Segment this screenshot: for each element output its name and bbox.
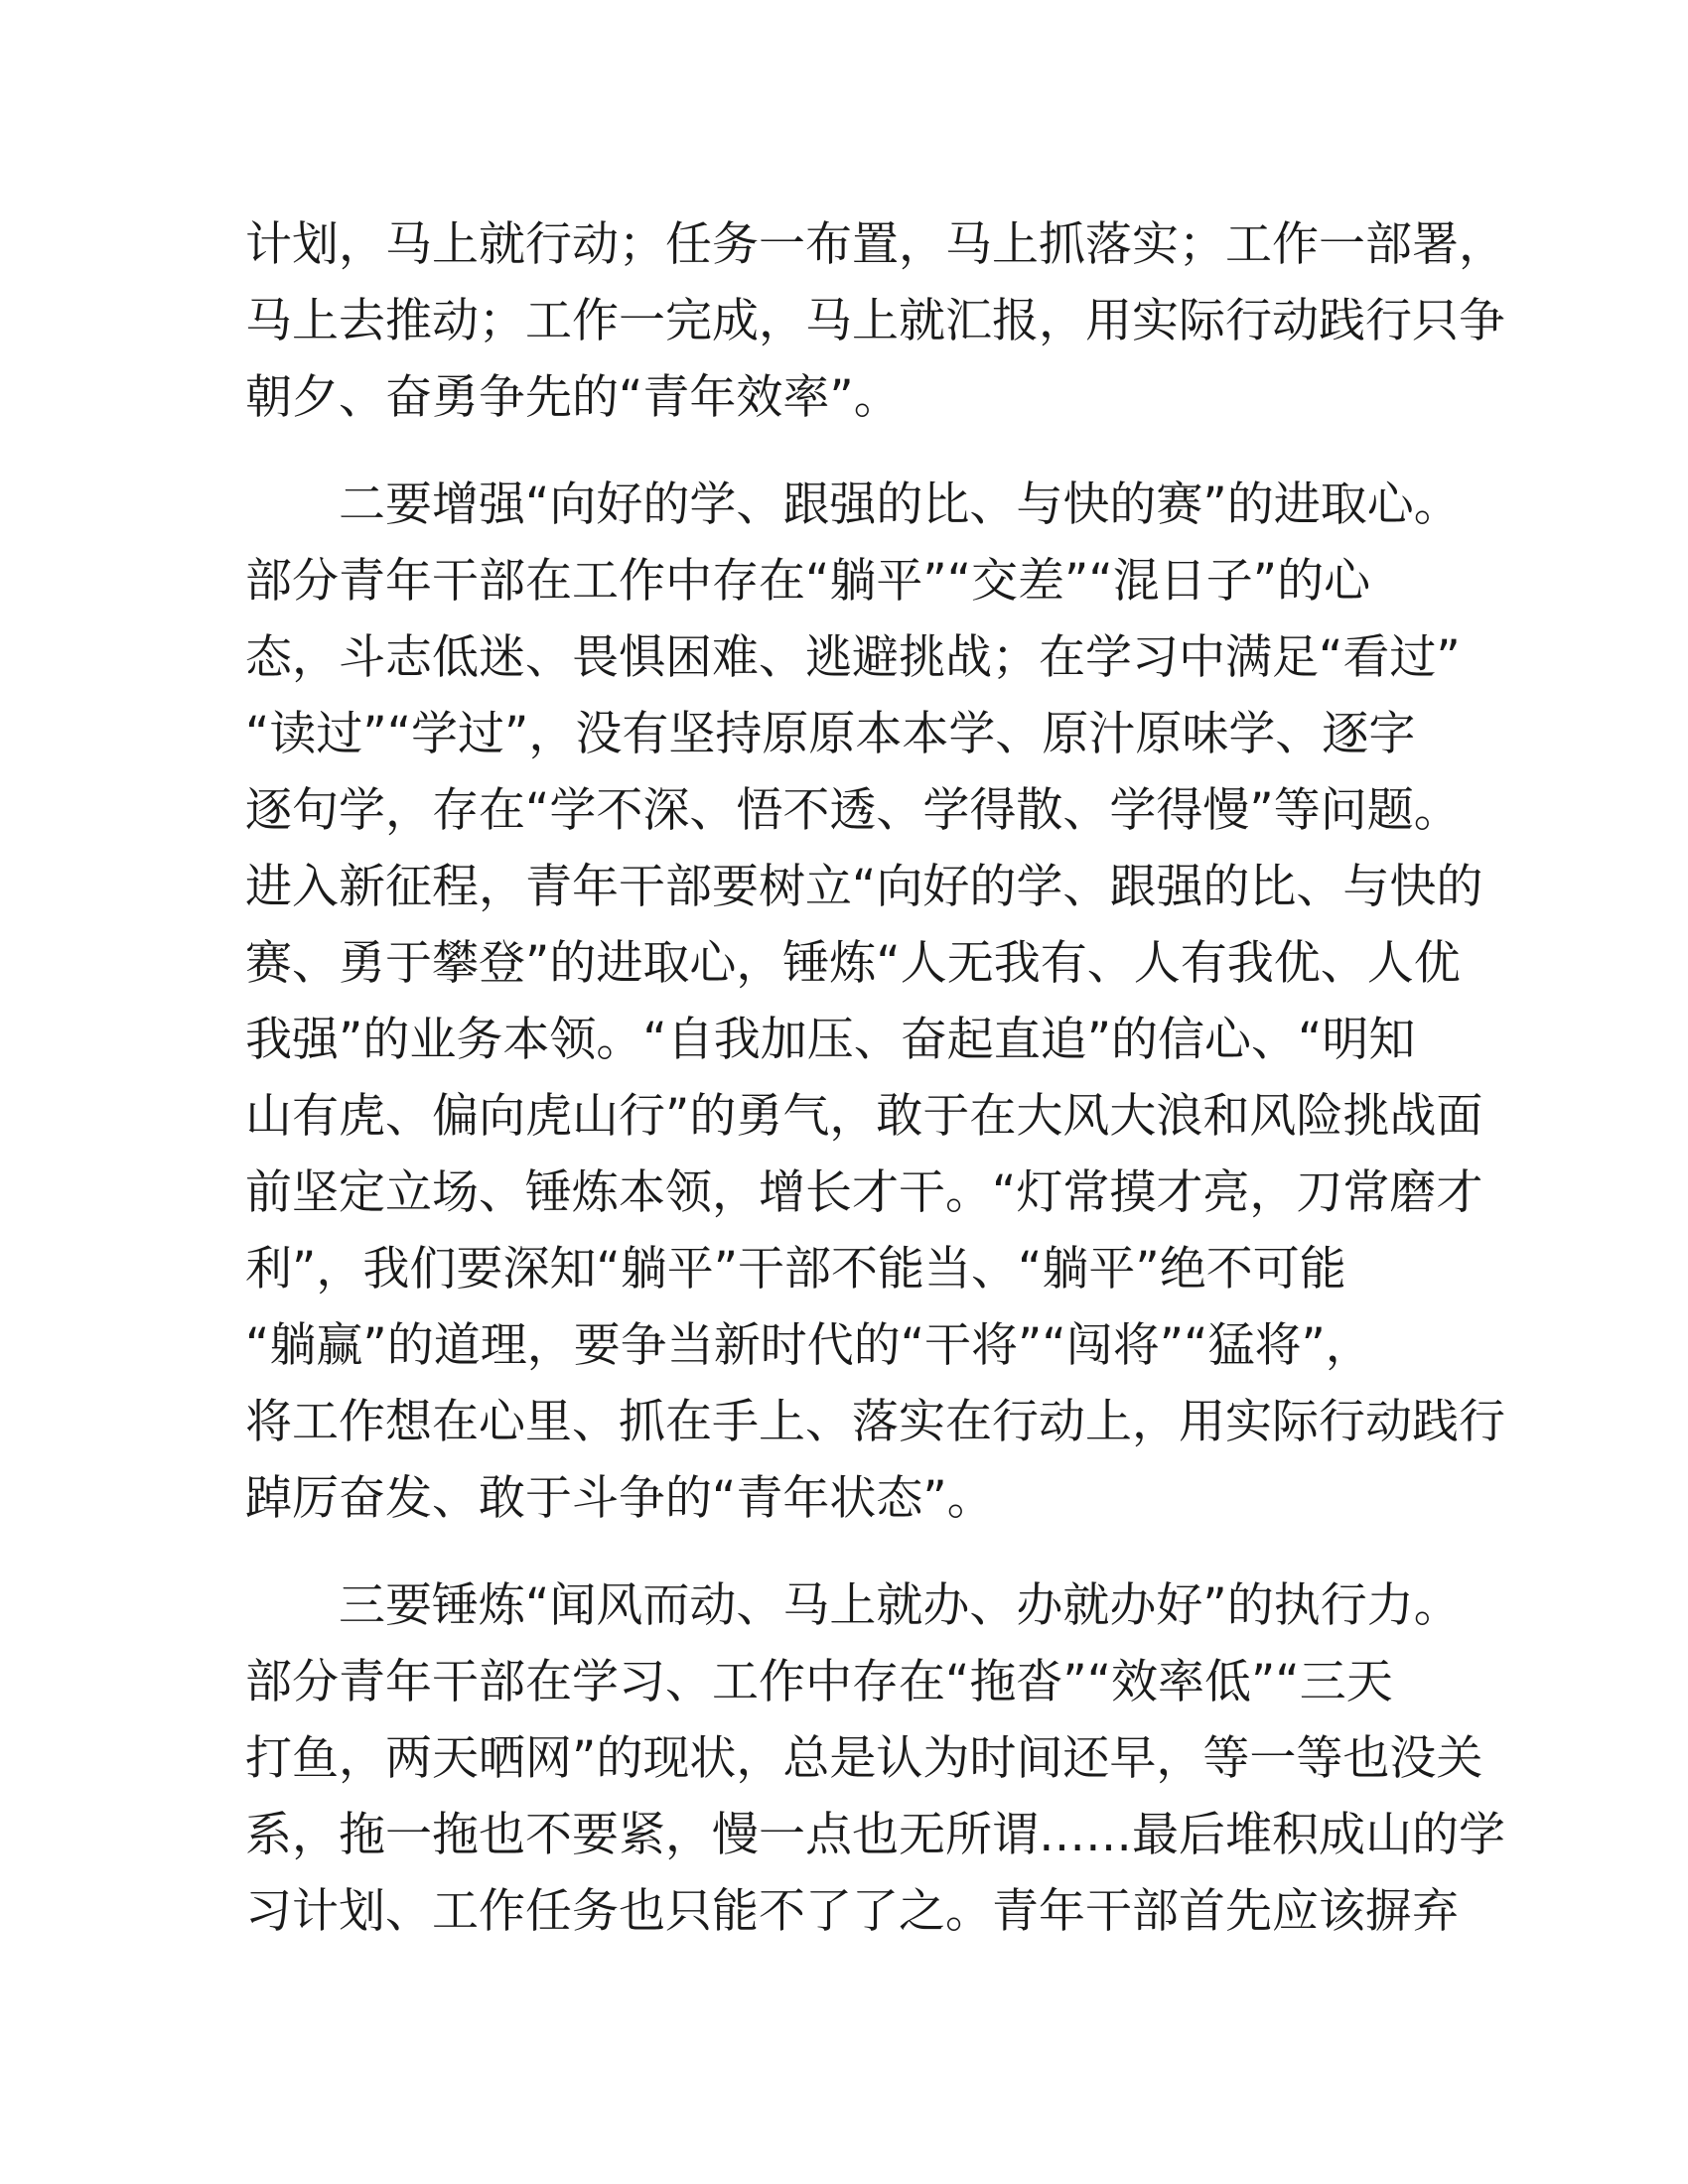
text-line: 逐句学，存在“学不深、悟不透、学得散、学得慢”等问题。 [245,783,1461,838]
paragraph-heading-line: 二要增强“向好的学、跟强的比、与快的赛”的进取心。 [339,478,1461,532]
text-line: 前坚定立场、锤炼本领，增长才干。“灯常摸才亮，刀常磨才 [245,1165,1483,1220]
paragraph-gap [245,436,1447,467]
text-line: 打鱼，两天晒网”的现状，总是认为时间还早，等一等也没关 [245,1731,1483,1786]
text-line: 态，斗志低迷、畏惧困难、逃避挑战；在学习中满足“看过” [245,630,1461,685]
text-line: “读过”“学过”，没有坚持原原本本学、原汁原味学、逐字 [245,707,1416,761]
text-line: 部分青年干部在工作中存在“躺平”“交差”“混日子”的心 [245,554,1371,609]
text-line: 利”，我们要深知“躺平”干部不能当、“躺平”绝不可能 [245,1242,1346,1297]
text-line: 进入新征程，青年干部要树立“向好的学、跟强的比、与快的 [245,860,1483,914]
paragraph-continuation [245,206,1505,436]
paragraph-two [245,467,1505,1537]
text-line: 将工作想在心里、抓在手上、落实在行动上，用实际行动践行 [245,1395,1505,1449]
text-line: 踔厉奋发、敢于斗争的“青年状态”。 [245,1471,994,1526]
text-line: 朝夕、奋勇争先的“青年效率”。 [245,370,901,425]
paragraph-gap [245,1537,1447,1568]
paragraph-three [245,1568,1505,1950]
paragraph-heading-line: 三要锤炼“闻风而动、马上就办、办就办好”的执行力。 [339,1578,1461,1633]
text-line: “躺赢”的道理，要争当新时代的“干将”“闯将”“猛将”， [245,1318,1372,1373]
text-line: 我强”的业务本领。“自我加压、奋起直追”的信心、“明知 [245,1013,1416,1067]
text-line: 部分青年干部在学习、工作中存在“拖沓”“效率低”“三天 [245,1655,1393,1709]
text-line: 计划，马上就行动；任务一布置，马上抓落实；工作一部署， [245,217,1505,272]
body-text [245,206,1505,1950]
text-line: 马上去推动；工作一完成，马上就汇报，用实际行动践行只争 [245,294,1505,348]
text-line: 习计划、工作任务也只能不了了之。青年干部首先应该摒弃 [245,1884,1459,1939]
text-line: 赛、勇于攀登”的进取心，锤炼“人无我有、人有我优、人优 [245,936,1461,991]
text-line: 系，拖一拖也不要紧，慢一点也无所谓……最后堆积成山的学 [245,1808,1505,1862]
text-line: 山有虎、偏向虎山行”的勇气，敢于在大风大浪和风险挑战面 [245,1089,1483,1144]
